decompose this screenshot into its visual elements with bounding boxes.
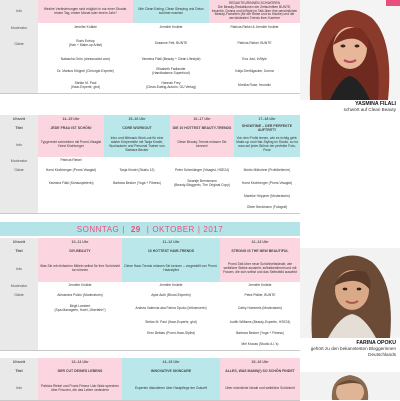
portrait-name: FARINA OPOKU [356,340,396,346]
schedule-cell: Moritz Mäbuhne (ProfiAtelier/re) [234,165,300,176]
portrait-yasmina-image [300,0,400,100]
row-label: Titel [0,246,38,256]
schedule-row [0,133,300,158]
schedule-cell: 14–15 Uhr [38,115,104,123]
schedule-cell: Patricia Riekel [38,157,104,165]
schedule-cell [38,328,122,339]
schedule-cell: Cathy Hummels (Moderatorin) [220,301,300,317]
row-label: Moderator [0,23,38,33]
schedule-cell: 17–18 Uhr [234,115,300,123]
schedule-cell [104,157,170,165]
schedule-cell: Experten diskutieren über Hautpflege der Zukunft [122,377,220,400]
schedule-cell: Mel Krauss (Studio A.I.'s) [220,339,300,350]
schedule-row [0,176,300,192]
schedule-cell [234,157,300,165]
portrait-photo-yasmina [300,0,400,100]
schedule-cell: Intro und Mitmach-Work-out für eine starke Körpermitte mit Tanja Kindel, Buchautorin und Personal Trainer von Barbara Becker [104,133,170,157]
schedule-cell: 11–12 Uhr [122,238,220,246]
schedule-cell: Horst Kirchberger (Promi-Visagist) [38,165,104,176]
schedule-cell [104,191,170,202]
schedule-cell: Monika Rose, freundin [209,79,300,93]
row-label: Uhrzeit [0,238,38,246]
schedule-cell: Birgit Lambert (Spa-Managerin, Hotel „Überfahrt“) [38,301,122,317]
schedule-row [0,33,300,56]
schedule-cell: Welche Veränderungen sind möglich in nur einer Stunde, einem Tag, einem Monat oder einem Jahr? [38,0,133,23]
schedule-cell: Jennifer Knäble [38,23,133,33]
schedule-cell [38,202,104,213]
schedule-cell [38,191,104,202]
row-label [0,301,38,317]
row-label: Info [0,133,38,157]
schedule-cell: STRONG IS THE NEW BEAUTIFUL [220,246,300,256]
schedule-cell: 13–14 Uhr [38,358,122,366]
schedule-cell: Elisabeth Fadlander (Handbalance Superfood) [133,65,209,79]
schedule-cell: Tanja Kindel (Studio 12) [104,165,170,176]
portrait-photo-male [300,372,400,400]
row-label [0,65,38,79]
schedule-cell: Barbara Becker (Yoga + Fitness) [220,328,300,339]
schedule-cell: Eva Jost, InStyle [209,55,300,65]
schedule-cell: INNOVATIVE SKINCARE [122,366,220,377]
schedule-cell: Natascha Grün (dresscoded.com) [38,55,133,65]
schedule-row [0,339,300,351]
schedule-cell: REDAKTEURINNEN SCHWÖREN Die Beauty-Redaktionen der Zeitschriften BUNTE, freundin, Donna und InStyle im Talk über ihre persönlichen Beauty-Favoriten (für die Reise und zu Hause) und die verrücktesten Trends ihrer Karriere [209,0,300,23]
row-label [0,191,38,202]
row-label: Moderator [0,282,38,290]
portrait-farina-image [300,248,400,338]
schedule-cell: Stefan M. Paul (Haar-Experte, ghd) [38,79,133,93]
schedule-cell: Patricia Riekel, BUNTE [209,33,300,55]
day-date: 29 [130,224,141,234]
row-label [0,317,38,328]
schedule-cell: Barbara Becker (Yoga + Fitness) [104,176,170,191]
schedule-cell: Horst Kirchberger (Promi-Visagist) [234,176,300,191]
schedule-cell [170,191,234,202]
schedule-cell: Mareike Höppner (Moderatorin) [234,191,300,202]
portrait-caption-farina [300,340,396,357]
schedule-cell: Über männliche Ideale und weibliche Schönheit [220,377,300,400]
schedule-cell [170,202,234,213]
schedule-cell: 10 HOTTEST HAIR-TRENDS [122,246,220,256]
row-label: Info [0,256,38,282]
schedule-cell: Eren Bektas (Promi-Haar-Stylist) [122,328,220,339]
schedule-cell: Swantje Bernsmann (Beauty-Bloggerin, The Original Copy) [170,176,234,191]
schedule-cell: Was Sie mit einfachen Mitteln selbst für Ihre Schönheit tun können [38,256,122,282]
schedule-row [0,0,300,24]
schedule-cell: DER CUT DEINES LEBENS [38,366,122,377]
schedule-cell: Typgerecht schminken mit Promi-Visagist Horst Kirchberger [38,133,104,157]
schedule-cell: Peter Schmidinger (Visagist, HSE24) [170,165,234,176]
schedule-cell: Jennifer Knäble [122,282,220,290]
schedule-cell: Von den Profis lernen, wie es richtig geht: Make-up und Hair-Styling im Studio, so ist man auf jeder Bühne der perfekte Foto-Pose [234,133,300,157]
schedule-cell: Patricia Riekel und Promi-Friseur Udo Walz sprechen über Frisuren, die das Leben verändern [38,377,122,400]
schedule-cell: DIE 10 HOTTEST BEAUTY-TRENDS [170,123,234,133]
schedule-cell: 10–11 Uhr [38,238,122,246]
schedule-cell: Wie Clean Eating, Clean Sleeping und Detox schöner machen [133,0,209,23]
schedule-cell: 12–13 Uhr [220,238,300,246]
schedule-cell: Oliver Beckmann (Fotograf) [234,202,300,213]
schedule-cell: SHOWTIME – DER PERFEKTE AUFTRITT! [234,123,300,133]
schedule-cell [104,202,170,213]
schedule-row [0,79,300,94]
schedule-cell: Petra Pfaller, BUNTE [220,290,300,301]
schedule-cell: Judith Williams (Beauty-Expertin, HSE24) [220,317,300,328]
schedule-cell [38,339,122,350]
schedule-cell [170,157,234,165]
row-label: Titel [0,123,38,133]
row-label: Gäste [0,165,38,176]
schedule-cell [38,317,122,328]
schedule-cell: Hannah Frey (Clean-Eating-Autorin, GU Verlag) [133,79,209,93]
schedule-row [0,377,300,401]
schedule-cell: Ayse Auth (Blond-Expertin) [122,290,220,301]
row-label: Gäste [0,33,38,55]
row-label [0,328,38,339]
accent-bar [386,0,400,6]
schedule-row [0,65,300,80]
schedule-cell: Jennifer Knäble [38,282,122,290]
schedule-cell [122,339,220,350]
day-weekday: SONNTAG [76,224,120,234]
schedule-cell: Alexandra Polzin (Moderatorin) [38,290,122,301]
day-banner: SONNTAG | 29 | OKTOBER | 2017 [0,222,300,236]
schedule-cell: Diese Haar-Trends müssen Sie kennen – vorgestellt von Promi-Haarstylist [122,256,220,282]
schedule-cell: Jennifer Knäble [133,23,209,33]
row-label [0,176,38,191]
schedule-cell: JEDE FRAU IST SCHÖN! [38,123,104,133]
schedule-cell: Dr. Markus Klöppel (Chirurgie-Experte) [38,65,133,79]
schedule-cell: Jennifer Knäble [220,282,300,290]
schedule-cell: Diese Beauty-Trends müssen Sie kennen! [170,133,234,157]
schedule-cell: CORE WORKOUT [104,123,170,133]
row-label: Moderator [0,157,38,165]
row-label: Info [0,0,38,23]
schedule-cell: Stefan M. Paul (Haar-Experte, ghd) [122,317,220,328]
schedule-cell: 16–17 Uhr [170,115,234,123]
schedule-row [0,202,300,214]
row-label: Titel [0,366,38,377]
portrait-male-image [300,372,400,400]
row-label [0,339,38,350]
schedule-cell: DIY-BEAUTY [38,246,122,256]
row-label: Uhrzeit [0,115,38,123]
day-month: OKTOBER [152,224,195,234]
schedule-cell: Promi-Talk über neue Schönheitsideale, wie weibliche Stärke aussieht, selbstbestimmt und mit Frauen, die sich selbst und das Selbstbild auswirkt [220,256,300,282]
schedule-cell: Patricia Riekel & Jennifer Knäble [209,23,300,33]
schedule-cell: Andrea Valencia aka Farina Opoku (Influencerin) [122,301,220,317]
schedule-cell: Yasmina Filali (Schauspielerin) [38,176,104,191]
day-year: 2017 [203,224,224,234]
portrait-photo-farina [300,248,400,338]
portrait-caption-yasmina [300,101,396,113]
row-label [0,202,38,213]
schedule-cell: 14–15 Uhr [122,358,220,366]
schedule-cell: Susanne Fett, BUNTE [133,33,209,55]
portrait-caption-text: gehört zu den bekanntesten Bloggerinnen Deutschlands [310,346,396,357]
schedule-row [0,256,300,283]
portrait-caption-text: schwört auf Clean Beauty [343,107,396,113]
schedule-cell: Yasmina Filali (Beauty + Clean Lifestyle) [133,55,209,65]
schedule-cell: 15–16 Uhr [220,358,300,366]
row-label: Info [0,377,38,400]
row-label [0,79,38,93]
row-label: Gäste [0,290,38,301]
schedule-cell: 15–16 Uhr [104,115,170,123]
portrait-name: YASMINA FILALI [355,101,396,107]
row-label: Uhrzeit [0,358,38,366]
schedule-cell: ALLES, WAS MANN(!) SO SCHÖN FINDET [220,366,300,377]
schedule-cell: Boris Entrup (Hair + Make-up Artist) [38,33,133,55]
schedule-cell: Katja Dreißigacker, Donna [209,65,300,79]
row-label [0,55,38,65]
schedule-row [0,301,300,318]
